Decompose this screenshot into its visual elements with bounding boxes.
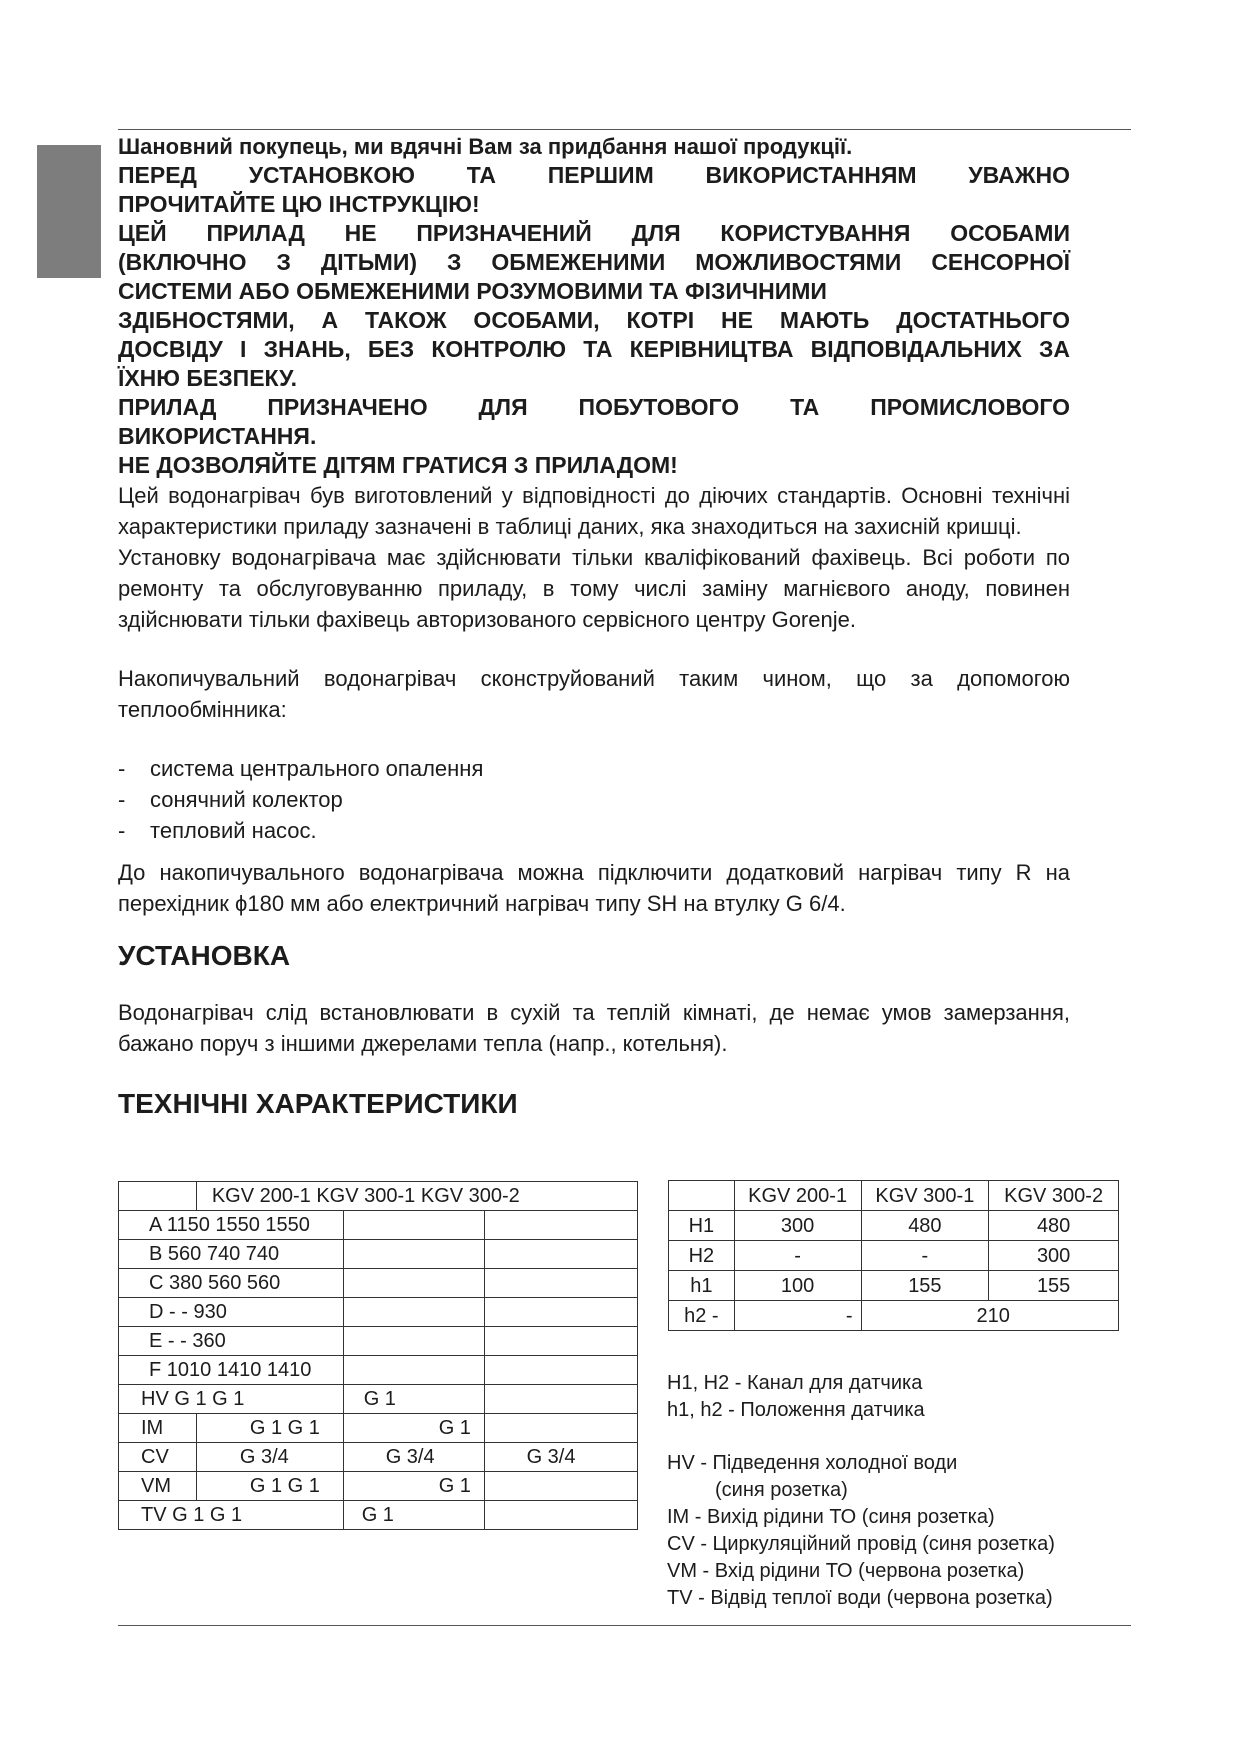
intro-section <box>118 133 1070 1121</box>
table-row: TV G 1 G 1 G 1 <box>119 1501 638 1530</box>
table-row: C 380 560 560 <box>119 1269 638 1298</box>
table-row: B 560 740 740 <box>119 1240 638 1269</box>
table-row: h2 - - 210 <box>669 1301 1119 1331</box>
warning-persons-line3: СИСТЕМИ АБО ОБМЕЖЕНИМИ РОЗУМОВИМИ ТА ФІЗИЧНИМИ <box>118 278 827 304</box>
legend-sensor-position: h1, h2 - Положення датчика <box>667 1399 925 1421</box>
installation-paragraph: Водонагрівач слід встановлювати в сухій та теплій кімнаті, де немає умов замерзання, бажано поруч з іншими джерелами тепла (напр., котельня). <box>118 1000 1070 1056</box>
heater-paragraph: До накопичувального водонагрівача можна підключити додатковий нагрівач типу R на перехідник ϕ180 мм або електричний нагрівач типу SH на втулку G 6/4. <box>118 860 1070 916</box>
table-row: HV G 1 G 1 G 1 <box>119 1385 638 1414</box>
table-row: H2 - - 300 <box>669 1241 1119 1271</box>
warning-read-line1: ПЕРЕД УСТАНОВКОЮ ТА ПЕРШИМ ВИКОРИСТАННЯМ УВАЖНО <box>118 162 1070 188</box>
legend-sensor-channel: H1, H2 - Канал для датчика <box>667 1372 923 1394</box>
legend-hv: HV - Підведення холодної води <box>667 1452 958 1474</box>
warning-use-line1: ПРИЛАД ПРИЗНАЧЕНО ДЛЯ ПОБУТОВОГО ТА ПРОМИСЛОВОГО <box>118 394 1070 420</box>
table-row: IM G 1 G 1 G 1 <box>119 1414 638 1443</box>
table-row <box>119 1182 638 1211</box>
specs-heading: ТЕХНІЧНІ ХАРАКТЕРИСТИКИ <box>118 1088 518 1119</box>
table-row: h1 100 155 155 <box>669 1271 1119 1301</box>
connection-legend <box>667 1450 1055 1612</box>
warning-read-line2: ПРОЧИТАЙТЕ ЦЮ ІНСТРУКЦІЮ! <box>118 191 480 217</box>
legend-im: IM - Вихід рідини ТО (синя розетка) <box>667 1506 995 1528</box>
installer-paragraph: Установку водонагрівача має здійснювати тільки кваліфікований фахівець. Всі роботи по ремонту та обслуговуванню приладу, в тому числі заміну магнієвого аноду, повинен здійснювати тільки фахівець авторизованого сервісного центру Gorenje. <box>118 545 1070 632</box>
table-row: D - - 930 <box>119 1298 638 1327</box>
legend-hv-note: (синя розетка) <box>715 1479 848 1501</box>
table-row: KGV 200-1 KGV 300-1 KGV 300-2 <box>669 1181 1119 1211</box>
dimensions-table <box>118 1181 638 1530</box>
installation-heading: УСТАНОВКА <box>118 940 291 971</box>
top-rule <box>118 129 1131 130</box>
legend-vm: VM - Вхід рідини ТО (червона розетка) <box>667 1560 1025 1582</box>
sensor-legend <box>667 1370 925 1424</box>
list-item: - тепловий насос. <box>118 818 317 843</box>
heat-source-list <box>118 753 1070 846</box>
legend-tv: TV - Відвід теплої води (червона розетка) <box>667 1587 1053 1609</box>
design-paragraph: Накопичувальний водонагрівач сконструйований таким чином, що за допомогою теплообмінника: <box>118 666 1070 722</box>
bottom-rule <box>118 1625 1131 1626</box>
table-row: CV G 3/4 G 3/4 G 3/4 <box>119 1443 638 1472</box>
warning-persons-line5: ДОСВІДУ І ЗНАНЬ, БЕЗ КОНТРОЛЮ ТА КЕРІВНИЦТВА ВІДПОВІДАЛЬНИХ ЗА <box>118 336 1070 362</box>
table-row: F 1010 1410 1410 <box>119 1356 638 1385</box>
warning-persons-line4: ЗДІБНОСТЯМИ, А ТАКОЖ ОСОБАМИ, КОТРІ НЕ МАЮТЬ ДОСТАТНЬОГО <box>118 307 1070 333</box>
list-item: - сонячний колектор <box>118 787 343 812</box>
standards-paragraph: Цей водонагрівач був виготовлений у відповідності до діючих стандартів. Основні технічні характеристики приладу зазначені в таблиці даних, яка знаходиться на захисній кришці. <box>118 483 1070 539</box>
table-row: E - - 360 <box>119 1327 638 1356</box>
greeting: Шановний покупець, ми вдячні Вам за придбання нашої продукції. <box>118 134 853 159</box>
warning-persons-line6: ЇХНЮ БЕЗПЕКУ. <box>118 365 297 391</box>
table-row: H1 300 480 480 <box>669 1211 1119 1241</box>
legend-cv: CV - Циркуляційний провід (синя розетка) <box>667 1533 1055 1555</box>
warning-persons-line1: ЦЕЙ ПРИЛАД НЕ ПРИЗНАЧЕНИЙ ДЛЯ КОРИСТУВАННЯ ОСОБАМИ <box>118 220 1070 246</box>
table-row: A 1150 1550 1550 <box>119 1211 638 1240</box>
list-item: - система центрального опалення <box>118 756 484 781</box>
table-row: VM G 1 G 1 G 1 <box>119 1472 638 1501</box>
section-tab-marker <box>37 145 101 278</box>
warning-children: НЕ ДОЗВОЛЯЙТЕ ДІТЯМ ГРАТИСЯ З ПРИЛАДОМ! <box>118 452 678 478</box>
warning-use-line2: ВИКОРИСТАННЯ. <box>118 423 317 449</box>
warning-persons-line2: (ВКЛЮЧНО З ДІТЬМИ) З ОБМЕЖЕНИМИ МОЖЛИВОСТЯМИ СЕНСОРНОЇ <box>118 249 1070 275</box>
dims-header: KGV 200-1 KGV 300-1 KGV 300-2 <box>196 1182 637 1211</box>
sensor-position-table <box>668 1180 1119 1331</box>
